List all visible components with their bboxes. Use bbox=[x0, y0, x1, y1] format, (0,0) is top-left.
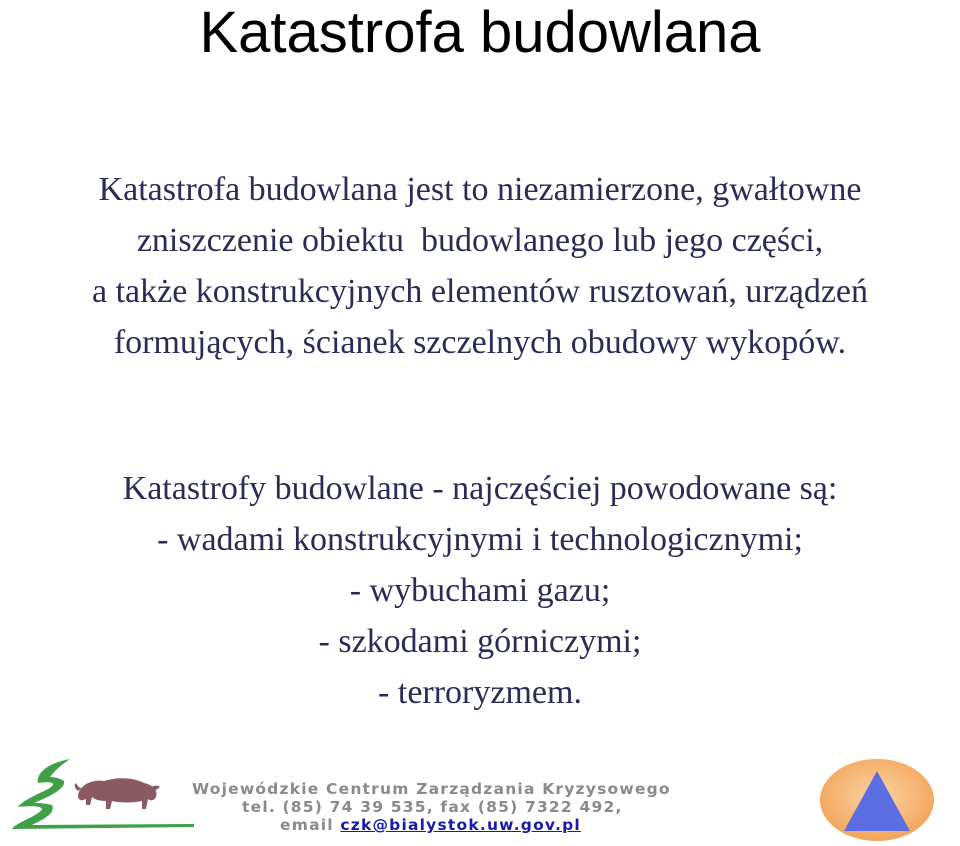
definition-line: zniszczenie obiektu budowlanego lub jego części, bbox=[136, 222, 824, 259]
cause-item: - szkodami górniczymi; bbox=[318, 623, 642, 660]
footer-email-row bbox=[192, 816, 812, 834]
causes-paragraph bbox=[0, 463, 960, 718]
definition-line: formujących, ścianek szczelnych obudowy wykopów. bbox=[113, 324, 847, 361]
definition-line: a także konstrukcyjnych elementów rusztowań, urządzeń bbox=[91, 273, 869, 310]
causes-heading: Katastrofy budowlane - najczęściej powodowane są: bbox=[122, 470, 838, 507]
definition-line: Katastrofa budowlana jest to niezamierzone, gwałtowne bbox=[98, 171, 862, 208]
definition-paragraph bbox=[0, 164, 960, 368]
footer-email-label: email bbox=[280, 816, 334, 834]
footer-contact bbox=[192, 780, 812, 834]
cause-item: - wadami konstrukcyjnymi i technologicznymi; bbox=[157, 521, 803, 558]
footer-org-name: Wojewódzkie Centrum Zarządzania Kryzysowego bbox=[192, 780, 671, 798]
civil-defence-triangle-icon bbox=[818, 757, 936, 843]
cause-item: - terroryzmem. bbox=[378, 674, 582, 711]
footer-phone-fax: tel. (85) 74 39 535, fax (85) 7322 492, bbox=[242, 798, 623, 816]
bison-logo-icon bbox=[8, 755, 198, 835]
cause-item: - wybuchami gazu; bbox=[349, 572, 611, 609]
email-link[interactable]: czk@bialystok.uw.gov.pl bbox=[340, 816, 581, 834]
page-title: Katastrofa budowlana bbox=[199, 0, 761, 65]
